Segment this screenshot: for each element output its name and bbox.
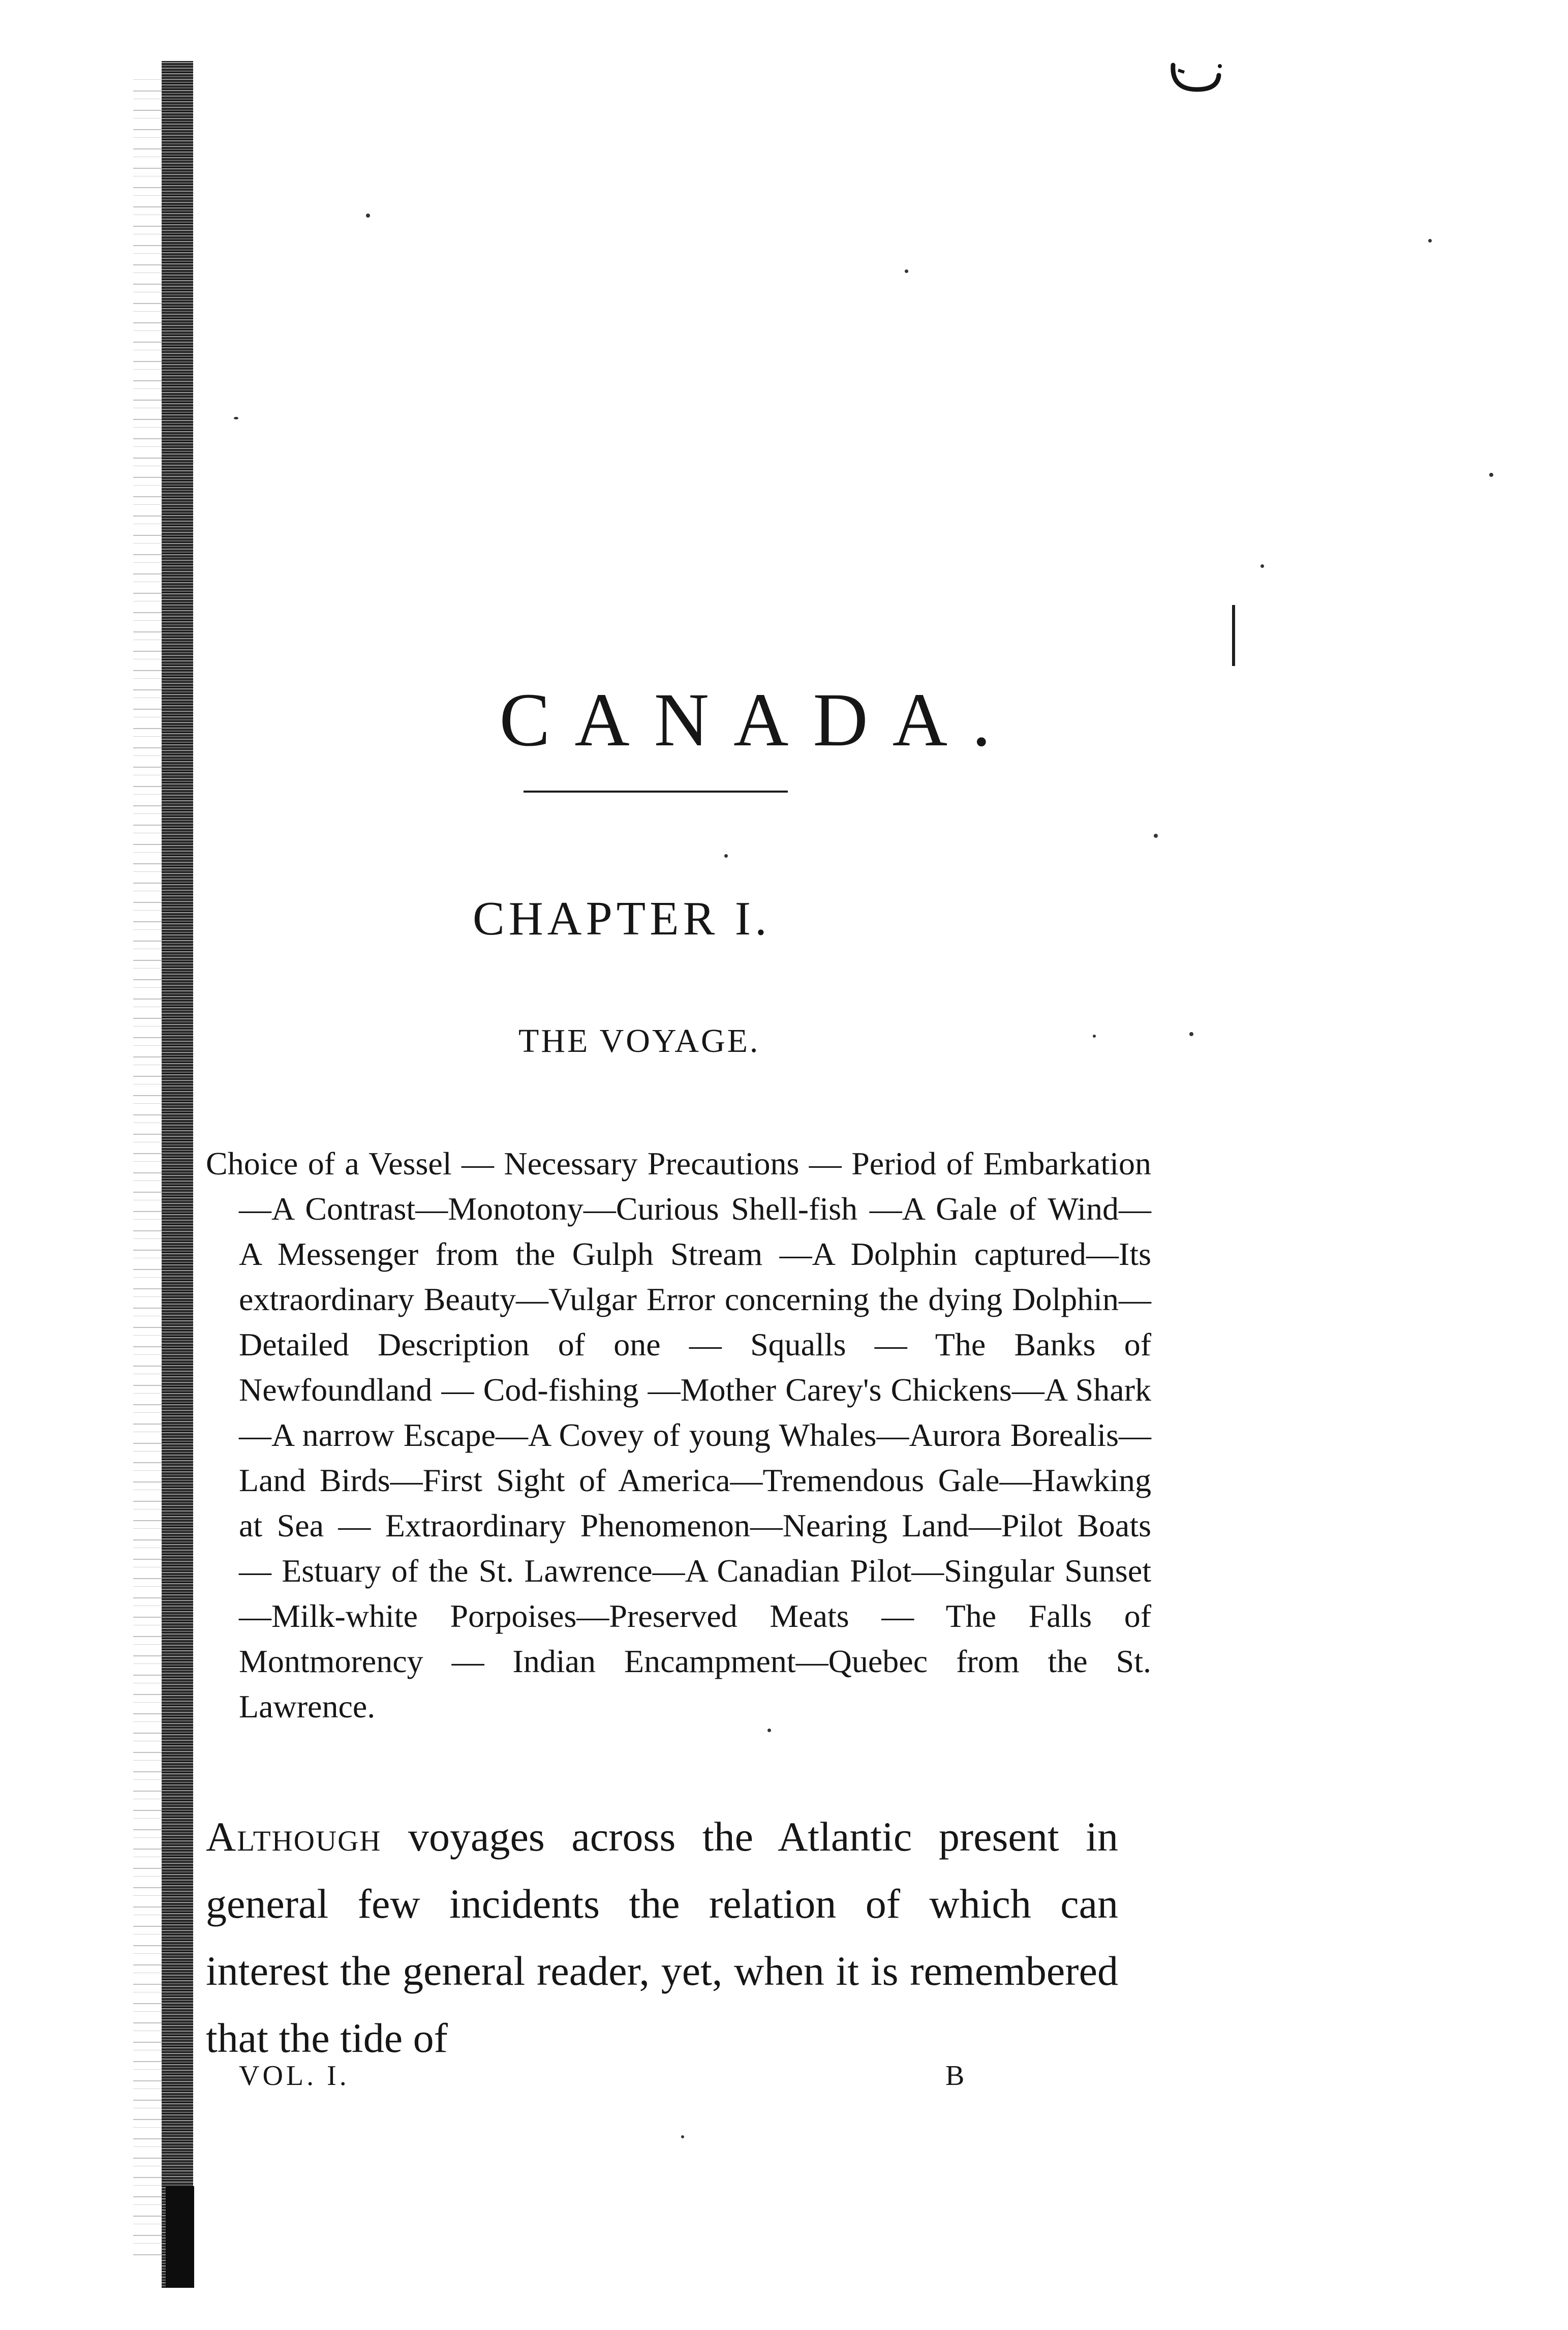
ink-mark-top xyxy=(1169,60,1225,96)
book-spine xyxy=(162,61,193,2288)
body-paragraph xyxy=(206,1803,1118,2072)
chapter-synopsis: Choice of a Vessel — Necessary Precautions — Period of Embarkation—A Contrast—Monotony—Curious Shell-fish —A Gale of Wind—A Messenger from the Gulph Stream —A Dolphin captured—Its extraordinary Beauty—Vulgar Error concerning the dying Dolphin—Detailed Description of one — Squalls — The Banks of Newfoundland — Cod-fishing —Mother Carey's Chickens—A Shark—A narrow Escape—A Covey of young Whales—Aurora Borealis—Land Birds—First Sight of America—Tremendous Gale—Hawking at Sea — Extraordinary Phenomenon—Nearing Land—Pilot Boats — Estuary of the St. Lawrence—A Canadian Pilot—Singular Sunset—Milk-white Porpoises—Preserved Meats — The Falls of Montmorency — Indian Encampment—Quebec from the St. Lawrence. xyxy=(206,1145,1151,1724)
title-rule xyxy=(524,791,788,793)
dust-speck xyxy=(1154,834,1158,838)
book-title: CANADA. xyxy=(499,677,1016,762)
dust-speck xyxy=(905,269,908,273)
volume-label: VOL. I. xyxy=(239,2060,350,2092)
dust-speck xyxy=(1260,564,1264,568)
book-spine-foot xyxy=(166,2186,194,2288)
dust-speck xyxy=(234,417,238,419)
dust-speck xyxy=(1189,1032,1193,1036)
signature-mark: B xyxy=(945,2060,968,2092)
dust-speck xyxy=(724,854,728,858)
dust-speck xyxy=(1093,1035,1096,1038)
dust-speck xyxy=(767,1729,771,1732)
paragraph-text: voyages across the Atlantic present in general few incidents the relation of which can interest the general reader, yet, when it is remembered that the tide of xyxy=(206,1813,1118,2061)
dust-speck xyxy=(366,214,370,218)
dust-speck xyxy=(1428,239,1432,243)
chapter-heading: CHAPTER I. xyxy=(473,892,771,945)
ink-mark-bar xyxy=(1232,605,1235,666)
paragraph-lead-word: Although xyxy=(206,1813,382,1860)
dust-speck xyxy=(681,2135,684,2138)
dust-speck xyxy=(1489,473,1493,477)
chapter-title: THE VOYAGE. xyxy=(518,1022,760,1060)
